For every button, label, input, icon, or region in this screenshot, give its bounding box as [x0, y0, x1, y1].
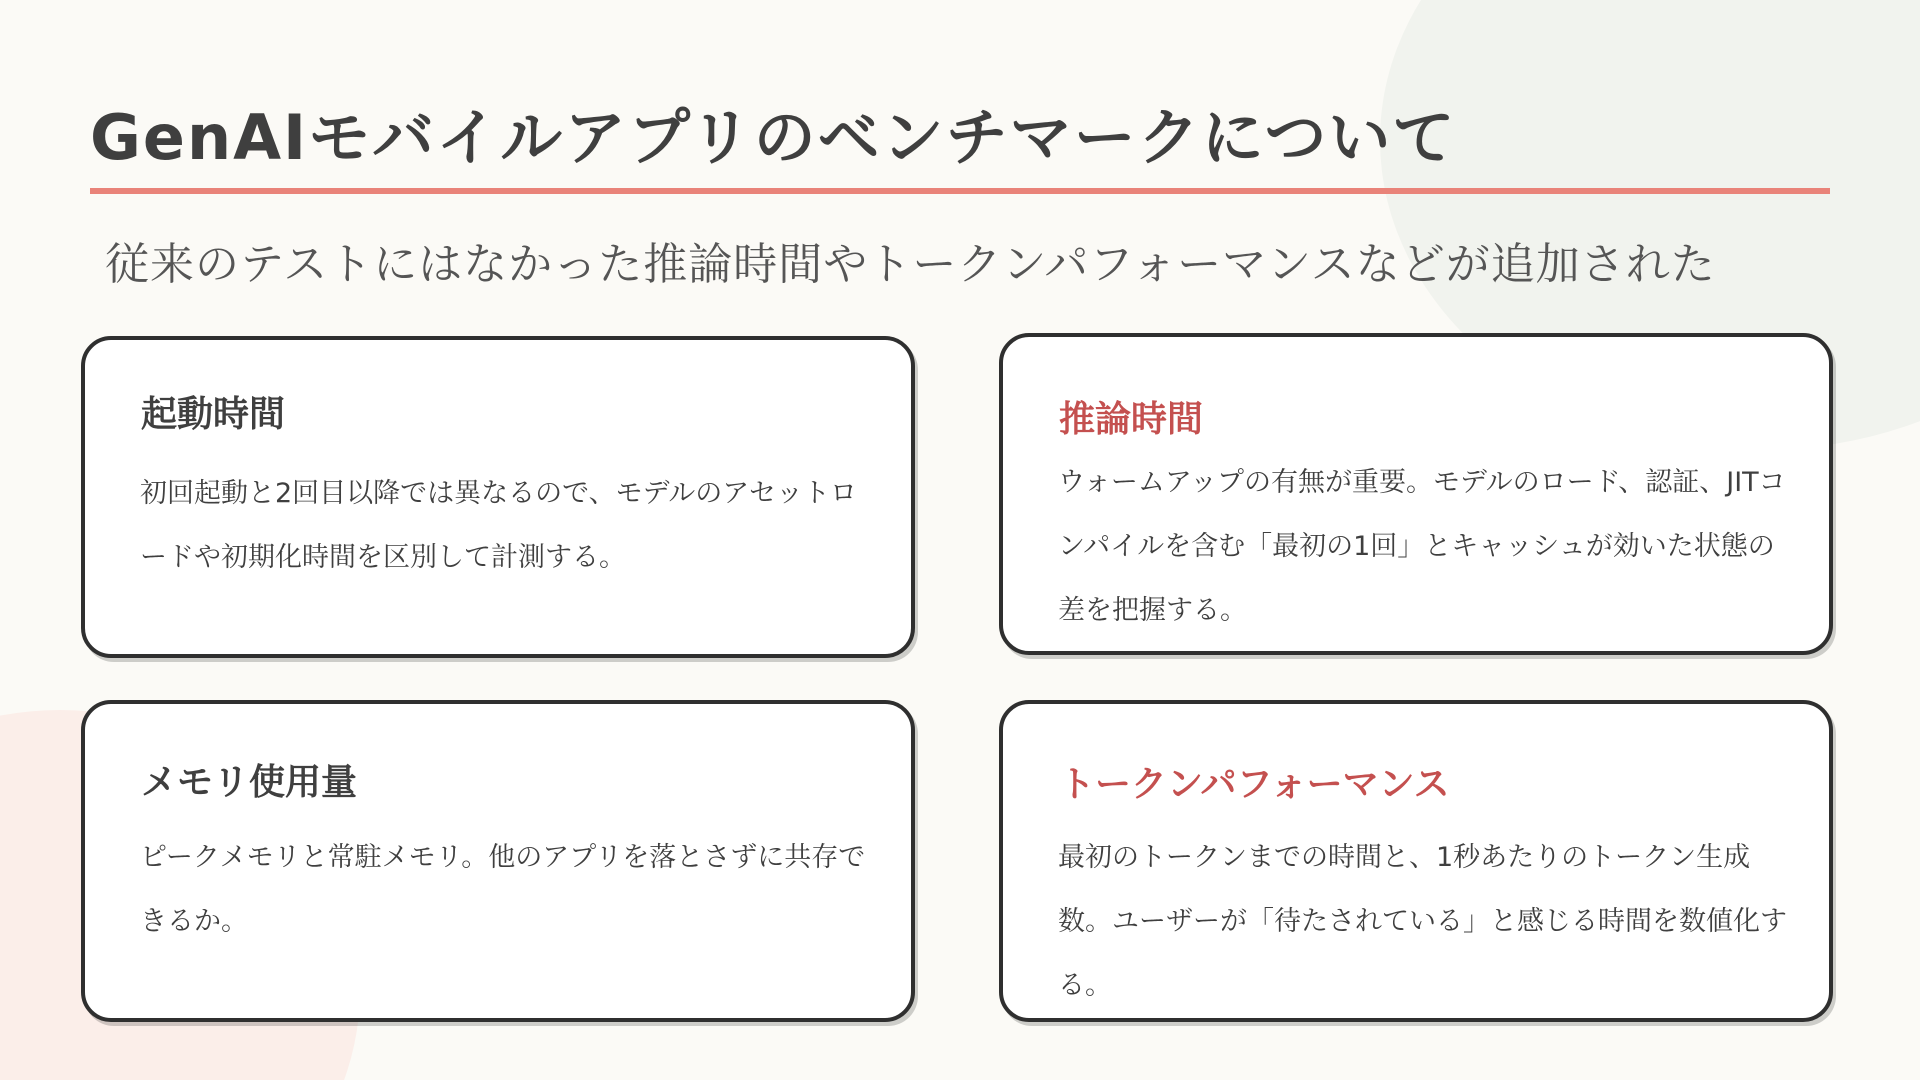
- card-body: 最初のトークンまでの時間と、1秒あたりのトークン生成数。ユーザーが「待たされている」と感じる時間を数値化する。: [1058, 842, 1787, 1001]
- card-body: ウォームアップの有無が重要。モデルのロード、認証、JITコンパイルを含む「最初の1回」とキャッシュが効いた状態の差を把握する。: [1058, 467, 1786, 626]
- page-subtitle: 従来のテストにはなかった推論時間やトークンパフォーマンスなどが追加された: [105, 239, 1716, 290]
- card-title: メモリ使用量: [141, 762, 358, 803]
- page-title: GenAIモバイルアプリのベンチマークについて: [90, 101, 1457, 174]
- card-memory-usage: [81, 700, 915, 1022]
- title-divider: [90, 188, 1830, 194]
- card-inference-time: [999, 333, 1833, 655]
- card-body: 初回起動と2回目以降では異なるので、モデルのアセットロードや初期化時間を区別して計測する。: [140, 478, 858, 573]
- card-title: トークンパフォーマンス: [1059, 764, 1450, 805]
- card-token-performance: [999, 700, 1833, 1022]
- card-startup-time: [81, 336, 915, 658]
- card-title: 起動時間: [141, 394, 286, 435]
- card-title: 推論時間: [1059, 399, 1204, 440]
- card-body: ピークメモリと常駐メモリ。他のアプリを落とさずに共存できるか。: [140, 842, 866, 937]
